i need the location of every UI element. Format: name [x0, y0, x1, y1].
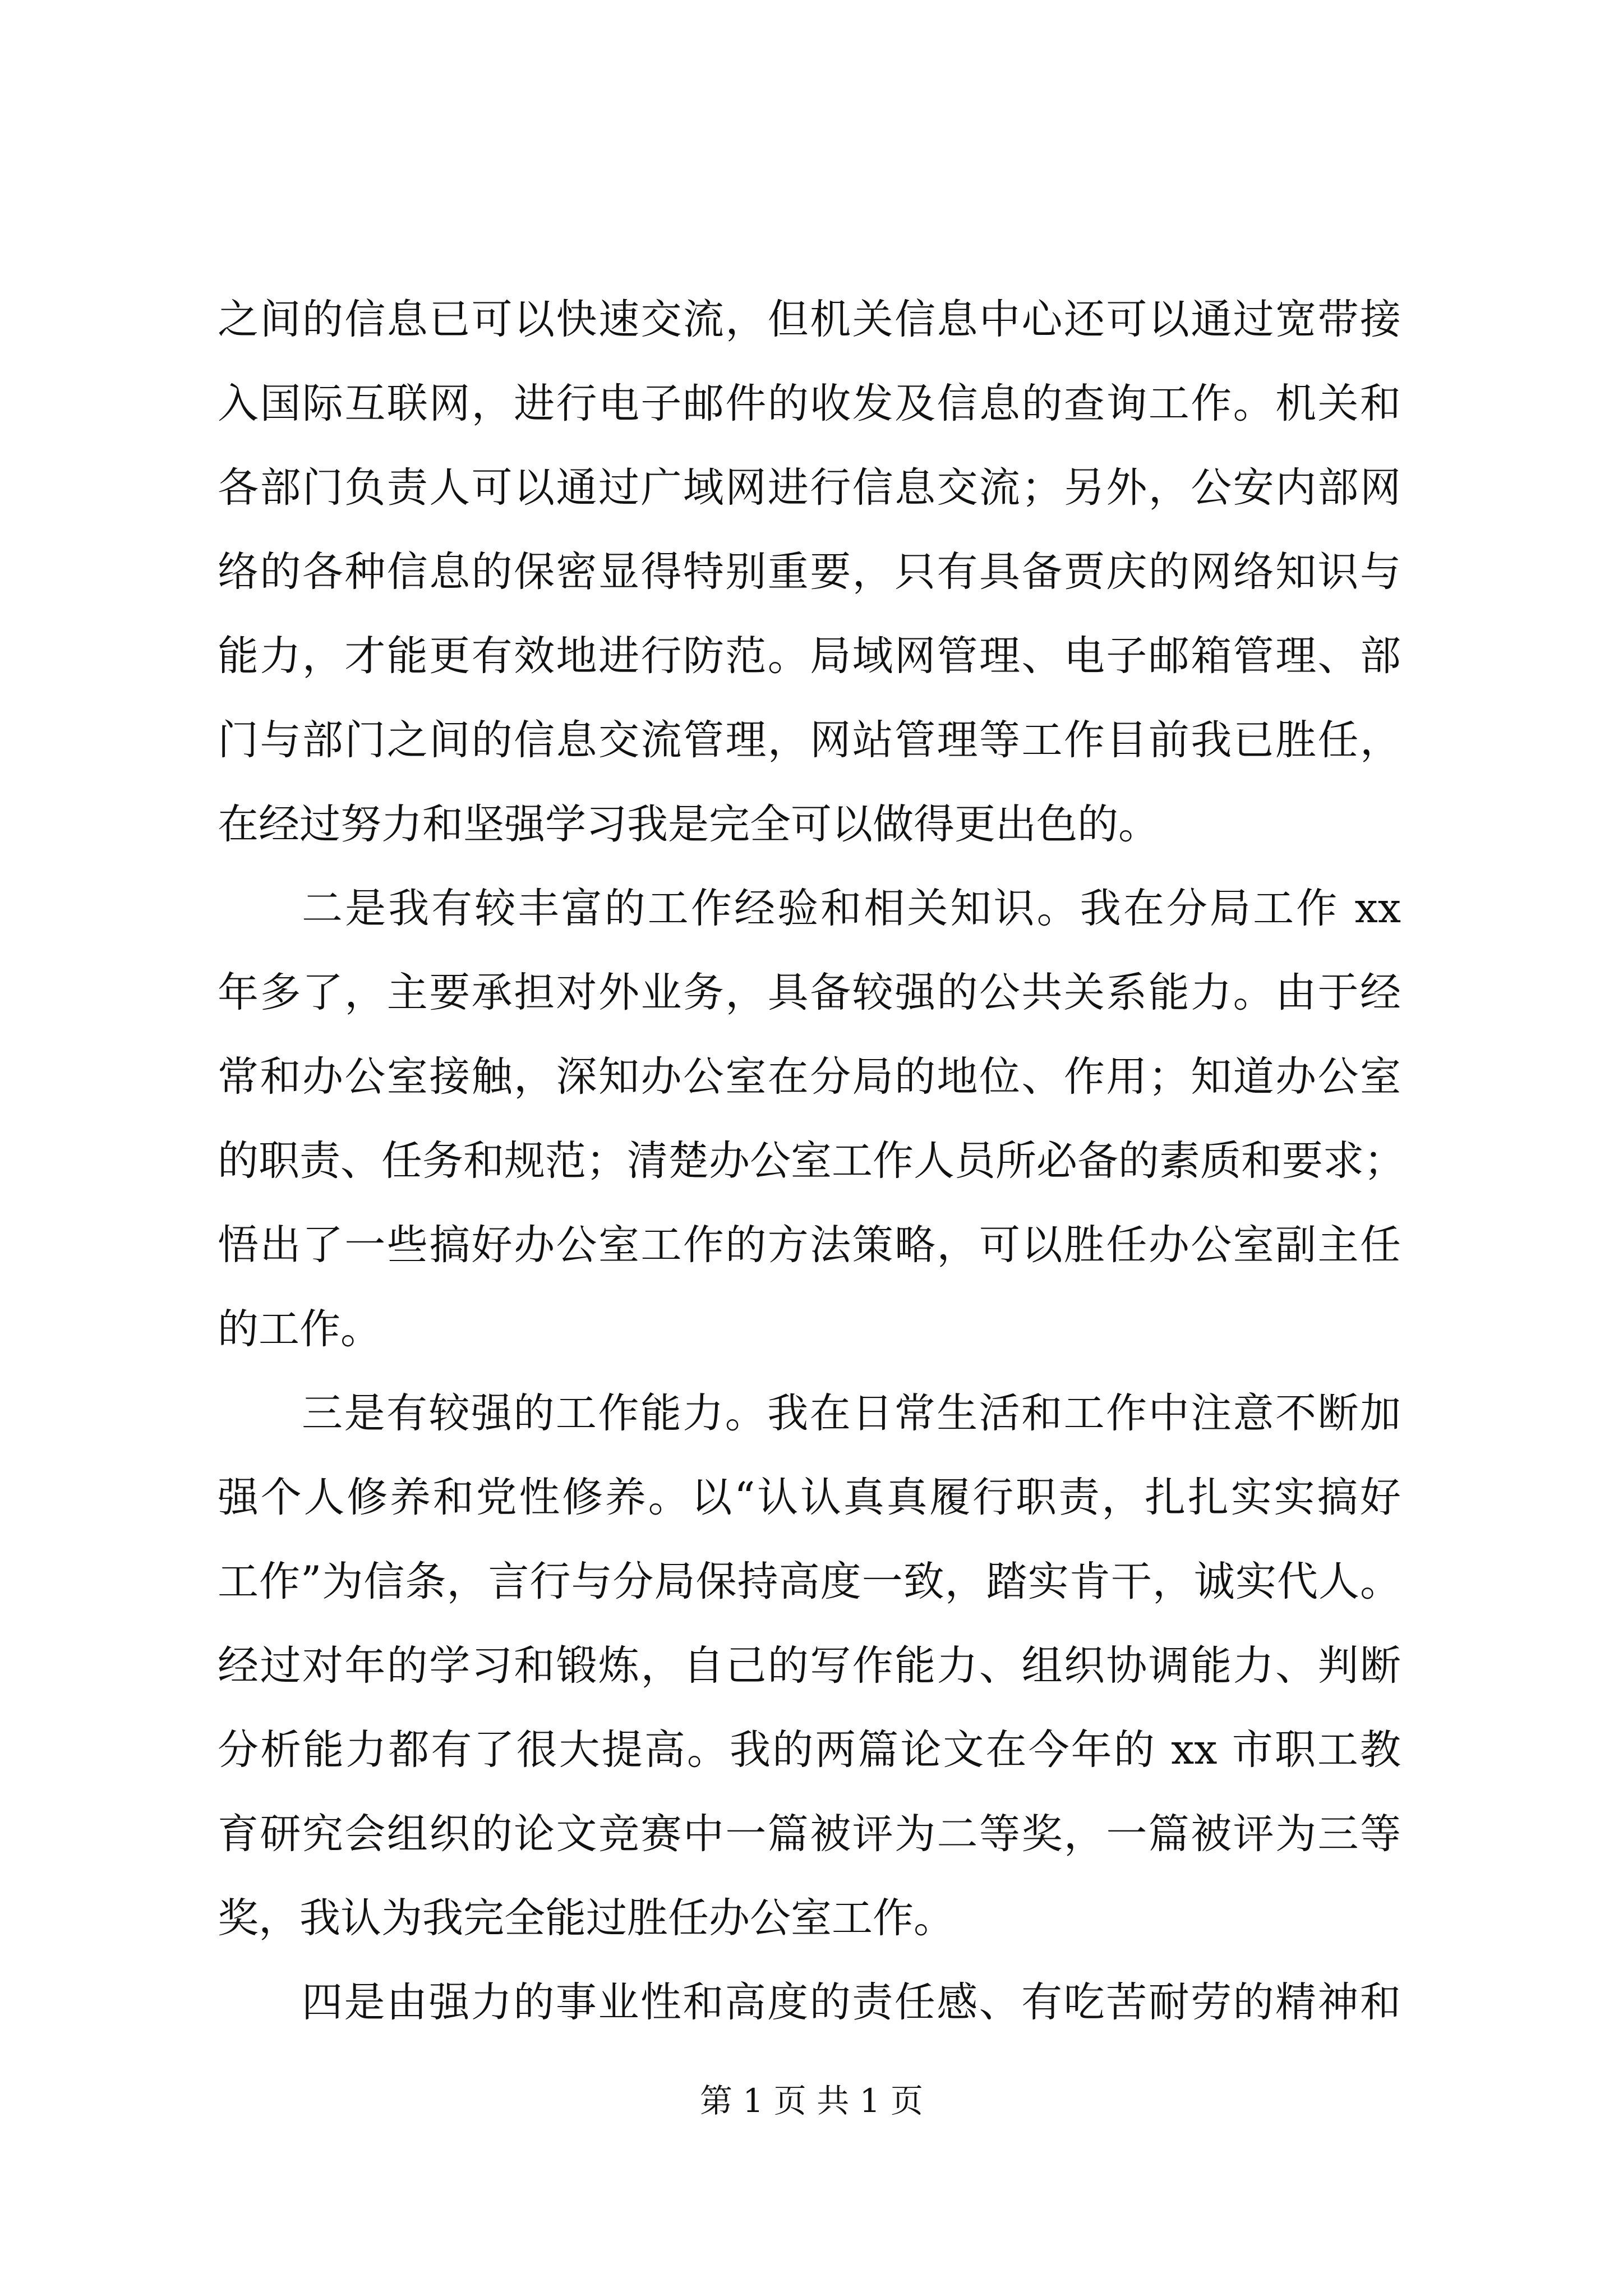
- text-line: 工作”为信条，言行与分局保持高度一致，踏实肯干，诚实代人。: [218, 1558, 1401, 1605]
- text-line: 常和办公室接触，深知办公室在分局的地位、作用；知道办公室: [218, 1053, 1401, 1101]
- paragraph-start-line: 四是由强力的事业性和高度的责任感、有吃苦耐劳的精神和: [302, 1978, 1401, 2026]
- text-line: 之间的信息已可以快速交流，但机关信息中心还可以通过宽带接: [218, 296, 1401, 343]
- text-line: 奖，我认为我完全能过胜任办公室工作。: [218, 1894, 955, 1942]
- text-line: 年多了，主要承担对外业务，具备较强的公共关系能力。由于经: [218, 969, 1401, 1016]
- paragraph-start-line: 三是有较强的工作能力。我在日常生活和工作中注意不断加: [302, 1389, 1401, 1437]
- text-line: 的职责、任务和规范；清楚办公室工作人员所必备的素质和要求；: [218, 1137, 1405, 1185]
- text-line: 悟出了一些搞好办公室工作的方法策略，可以胜任办公室副主任: [218, 1221, 1401, 1269]
- text-line: 在经过努力和坚强学习我是完全可以做得更出色的。: [218, 800, 1159, 848]
- text-line: 分析能力都有了很大提高。我的两篇论文在今年的 xx 市职工教: [218, 1726, 1401, 1774]
- text-line: 络的各种信息的保密显得特别重要，只有具备贾庆的网络知识与: [218, 548, 1401, 596]
- text-line: 门与部门之间的信息交流管理，网站管理等工作目前我已胜任，: [218, 716, 1401, 764]
- text-line: 经过对年的学习和锻炼，自己的写作能力、组织协调能力、判断: [218, 1642, 1401, 1690]
- text-line: 能力，才能更有效地进行防范。局域网管理、电子邮箱管理、部: [218, 632, 1401, 680]
- paragraph-start-line: 二是我有较丰富的工作经验和相关知识。我在分局工作 xx: [302, 885, 1401, 932]
- text-line: 入国际互联网，进行电子邮件的收发及信息的查询工作。机关和: [218, 380, 1401, 427]
- text-line: 的工作。: [218, 1305, 381, 1353]
- page-footer: 第 1 页 共 1 页: [700, 2082, 923, 2120]
- text-line: 各部门负责人可以通过广域网进行信息交流；另外，公安内部网: [218, 464, 1401, 512]
- text-line: 强个人修养和党性修养。以“认认真真履行职责，扎扎实实搞好: [218, 1474, 1401, 1521]
- text-line: 育研究会组织的论文竞赛中一篇被评为二等奖，一篇被评为三等: [218, 1810, 1401, 1858]
